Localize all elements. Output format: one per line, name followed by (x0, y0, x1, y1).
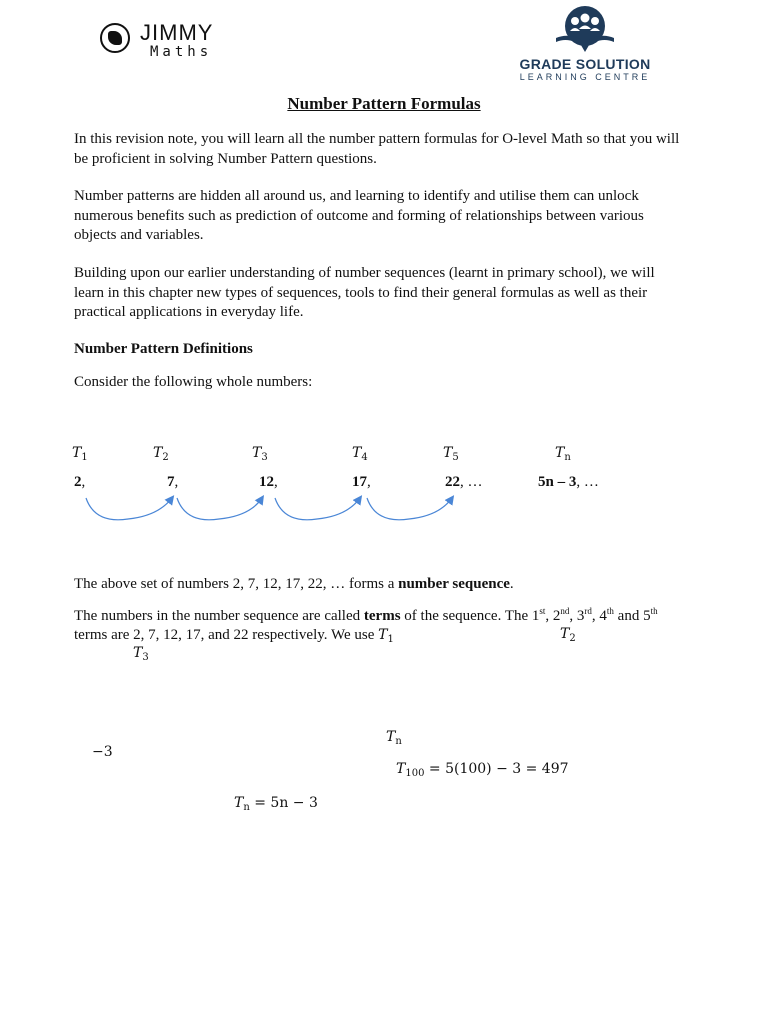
sequence-arrows (0, 490, 768, 530)
building-paragraph: Building upon our earlier understanding of number sequences (learnt in primary school), we will learn in this chapter new types of sequences, tools to find their general formulas as well as their practical applications in everyday life. (74, 265, 655, 320)
page-title: Number Pattern Formulas (287, 94, 481, 113)
tn-formula: $T_n = 5n - 3$ (234, 795, 318, 813)
term-label-t3: $T_3$ (252, 445, 268, 463)
term-label-t1: $T_1$ (72, 445, 88, 463)
sequence-statement: The above set of numbers 2, 7, 12, 17, 22, … forms a number sequence. (74, 576, 514, 592)
consider-text: Consider the following whole numbers: (74, 374, 313, 390)
arrow-2-to-3 (177, 498, 262, 520)
minus-three: −3 (92, 744, 113, 760)
logo-subtitle-text: LEARNING CENTRE (519, 72, 651, 82)
tn-symbol: $T_n$ (386, 729, 402, 747)
sequence-value-1: 2, (74, 474, 86, 490)
sequence-value-5: 22, … (445, 474, 483, 490)
sequence-value-3: 12, (259, 474, 278, 490)
arrow-1-to-2 (86, 498, 172, 520)
logo-sub-text: Maths (150, 44, 213, 60)
section-heading: Number Pattern Definitions (74, 341, 253, 357)
intro-paragraph: In this revision note, you will learn all the number pattern formulas for O-level Math so that you will be proficient in solving Number Pattern questions. (74, 131, 680, 167)
term-label-t2: $T_2$ (153, 445, 169, 463)
terms-paragraph-line2: terms are 2, 7, 12, 17, and 22 respectively. We use $T_1$ (74, 627, 394, 645)
patterns-paragraph: Number patterns are hidden all around us, and learning to identify and utilise them can unlock numerous benefits such as prediction of outcome and forming of relationships between various objects and variables. (74, 188, 644, 243)
t100-equation: $T_{100} = 5(100) - 3 = 497$ (396, 761, 569, 779)
arrow-4-to-5 (367, 498, 452, 520)
logo-brand-text: JIMMY (140, 20, 214, 45)
grade-solution-logo (512, 4, 658, 84)
term-label-tn: $T_n$ (555, 445, 571, 463)
term-label-t4: $T_4$ (352, 445, 368, 463)
sequence-value-4: 17, (352, 474, 371, 490)
terms-paragraph: The numbers in the number sequence are called terms of the sequence. The 1st, 2nd, 3rd, 4th and 5th (74, 606, 658, 624)
t2-symbol: $T_2$ (560, 626, 576, 644)
t1-symbol: $T_1$ (378, 627, 394, 645)
jimmy-maths-logo (100, 20, 240, 64)
logo-title-text: GRADE SOLUTION (519, 56, 651, 72)
sequence-value-2: 7, (167, 474, 179, 490)
sequence-value-n: 5n – 3, … (538, 474, 599, 490)
dragon-emblem-icon (100, 23, 130, 53)
arrow-3-to-4 (275, 498, 360, 520)
t3-symbol: $T_3$ (133, 645, 149, 663)
term-label-t5: $T_5$ (443, 445, 459, 463)
graduates-book-icon (512, 4, 658, 56)
